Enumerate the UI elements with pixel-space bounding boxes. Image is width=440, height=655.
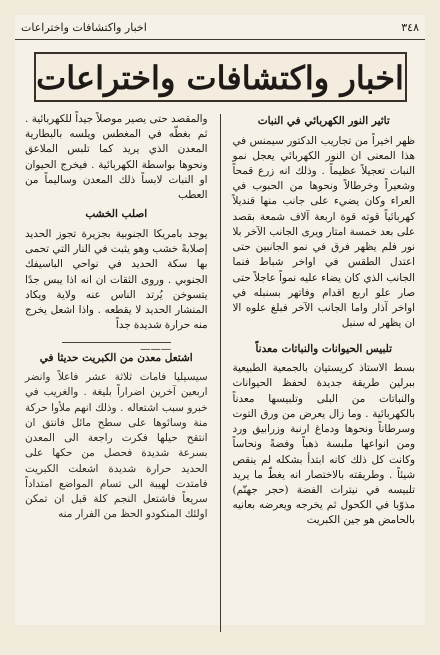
right-section-title: تاثير النور الكهربائي في النبات bbox=[257, 115, 390, 127]
main-title: اخبار واكتشافات واختراعات bbox=[36, 59, 404, 97]
document-page bbox=[15, 15, 425, 625]
right-column bbox=[233, 112, 416, 632]
right-paragraph-1: ظهر اخيراً من تجاريب الدكتور سيمنس في هذا المعنى ان النور الكهربائي يعجل نمو النبات تعجيلاً عظيماً . وذلك انه زرع قمحاً وشعيراً وخرطالاً ونحوها من الحبوب في العراء وكان يضيء على جانب منها قنديلاً كهربائياً قوته قوة اربعة آلاف شمعة بقصد على بعد خمسة امتار ويرى الجانب الآخر بلا نور فلم يظهر فرق في نمو الجانبين حتى اعتدل الطقس في اواخر شباط فنما الجانب الذي كان يضاء عليه نمواً عاجلاً حتى صار علو اربع اقدام وفاتهر بسنبله في اواخر آذار واما الجانب الآخر فبلغ علوه الا ان يظهر له سنبل bbox=[232, 134, 415, 330]
left-paragraph-1: يوجد بامريكا الجنوبية بجزيرة تجوز الحديد إصلابةً خشب وهو يثبت في النار التي تحمى بها سكة الحديد في نواحي الباسيفك الجنوبي . وروى الثقات ان انه اذا يبس جدًا يتسوخن يُرتد الناس عنه ولاية ويكاد المنشار الحديد لا يقطعه . واذا اشعل يخرج منه حرارة شديدة جداً bbox=[25, 227, 208, 332]
running-title: اخبار واكتشافات واختراعات bbox=[21, 20, 147, 34]
left-section-heading: اصلب الخشب bbox=[85, 208, 148, 221]
article-columns bbox=[15, 112, 425, 632]
right-paragraph-3: بسط الاستاذ كريستيان بالجمعية الطبيعية ببرلين طريقة جديدة لحفظ الحيوانات والنباتات من البلى وتلبيسها معدناً بالكهربائية . وما زال يعرض من ورق التوت وسرطاناً ونحوها ودماغ ارنبة وزرابيق ورد ومن انواعها ملبسة ذهباً وفضةً ونحاساً وكانت كل ذلك كانه ابتدأ بشكله لم ينقص شيئاً . وطريقته بالاختصار انه يغطّ ما يريد تلبيسه في نيترات الفضة (حجر جهنّم) مذوّبا في الكحول ثم يخرجه ويعرضه بعانيه بالحامض هو جين الكبريت bbox=[232, 362, 415, 527]
left-section-2-heading: اشتعل معدن من الكبريت حديثا في bbox=[39, 351, 193, 364]
section-separator: ——— bbox=[62, 342, 172, 343]
left-opening: والمقصد حتى يصير موصلاً جيداً للكهربائية . ثم بغطّه في المغطس ويلسه بالبطارية المعدن الذي يريد كما تلبس الملاعق ونحوها بواسطة الكهربائية . فيخرج الحيوان او النبات لابساً ذلك المعدن وساليماً من العطب bbox=[25, 113, 208, 202]
page-number: ٣٤٨ bbox=[401, 20, 419, 34]
column-divider bbox=[220, 114, 221, 632]
title-box bbox=[34, 52, 407, 102]
left-paragraph-2: سيسيليا فامات ثلاثة عشر فاعلاً وانضر اربعين آخرين اضراراً بليغة . والغريب في خبرو سبب اشتعاله . وذلك انهم ملأوا حركة منة وسائوها على سطح مائل فانتق ان انتقح حيلها فكرت راجعة الى المعدن بسرعة شديدة فحصل من حكها على الحديد حرارة شديدة اشعلت الكبريت فامتدت لهيبة الى تسام المواضع امتداداً سريعاً فاشتعل النجم كلة قبل ان تمكن اولئك المنكودو الحظ من الفرار منه bbox=[25, 371, 208, 521]
right-paragraph-2-heading: تلبيس الحيوانات والنباتات معدناً bbox=[255, 342, 393, 355]
page-header bbox=[15, 15, 425, 40]
left-column bbox=[25, 112, 208, 632]
